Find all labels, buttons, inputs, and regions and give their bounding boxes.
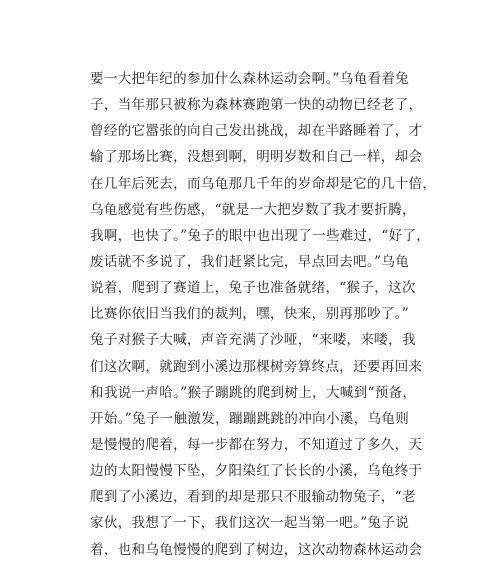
text-line: 要一大把年纪的参加什么森林运动会啊。”乌龟看着兔 — [90, 71, 410, 87]
text-line: 我啊，也快了。”兔子的眼中也出现了一些难过，“好了， — [90, 227, 431, 244]
text-line: 开始。”兔子一触激发，蹦蹦跳跳的冲向小溪，乌龟则 — [90, 410, 410, 427]
text-line: 废话就不多说了，我们赶紧比完，早点回去吧。”乌龟 — [90, 253, 410, 270]
text-line: 们这次啊，就跑到小溪边那棵树旁算终点，还要再回来 — [90, 358, 423, 375]
text-line: 兔子对猴子大喊，声音充满了沙哑，“来喽，来喽，我 — [90, 332, 416, 349]
text-line: 是慢慢的爬着，每一步都在努力，不知道过了多久，天 — [90, 436, 423, 453]
text-line: 着，也和乌龟慢慢的爬到了树边，这次动物森林运动会 — [90, 541, 423, 558]
text-line: 说着，爬到了赛道上，兔子也准备就绪，“猴子，这次 — [90, 280, 416, 297]
story-text — [90, 66, 437, 563]
text-line: 乌龟感觉有些伤感，“就是一大把岁数了我才要折腾， — [90, 201, 416, 218]
text-line: 曾经的它嚣张的向自己发出挑战，却在半路睡着了，才 — [90, 123, 423, 140]
text-line: 和我说一声哈。”猴子蹦跳的爬到树上，大喊到“预备， — [90, 384, 417, 401]
text-line: 比赛你依旧当我们的裁判，嘿，快来，别再那吵了。” — [90, 306, 410, 323]
text-line: 家伙，我想了一下，我们这次一起当第一吧。”兔子说 — [90, 515, 410, 532]
text-line: 在几年后死去，而乌龟那几千年的岁命却是它的几十倍， — [90, 175, 437, 192]
text-line: 输了那场比赛，没想到啊，明明岁数和自己一样，却会 — [90, 149, 423, 166]
text-line: 边的太阳慢慢下坠，夕阳染红了长长的小溪，乌龟终于 — [90, 463, 423, 480]
text-line: 爬到了小溪边，看到的却是那只不服输动物兔子，“老 — [90, 489, 416, 506]
text-line: 子，当年那只被称为森林赛跑第一快的动物已经老了， — [90, 97, 423, 114]
